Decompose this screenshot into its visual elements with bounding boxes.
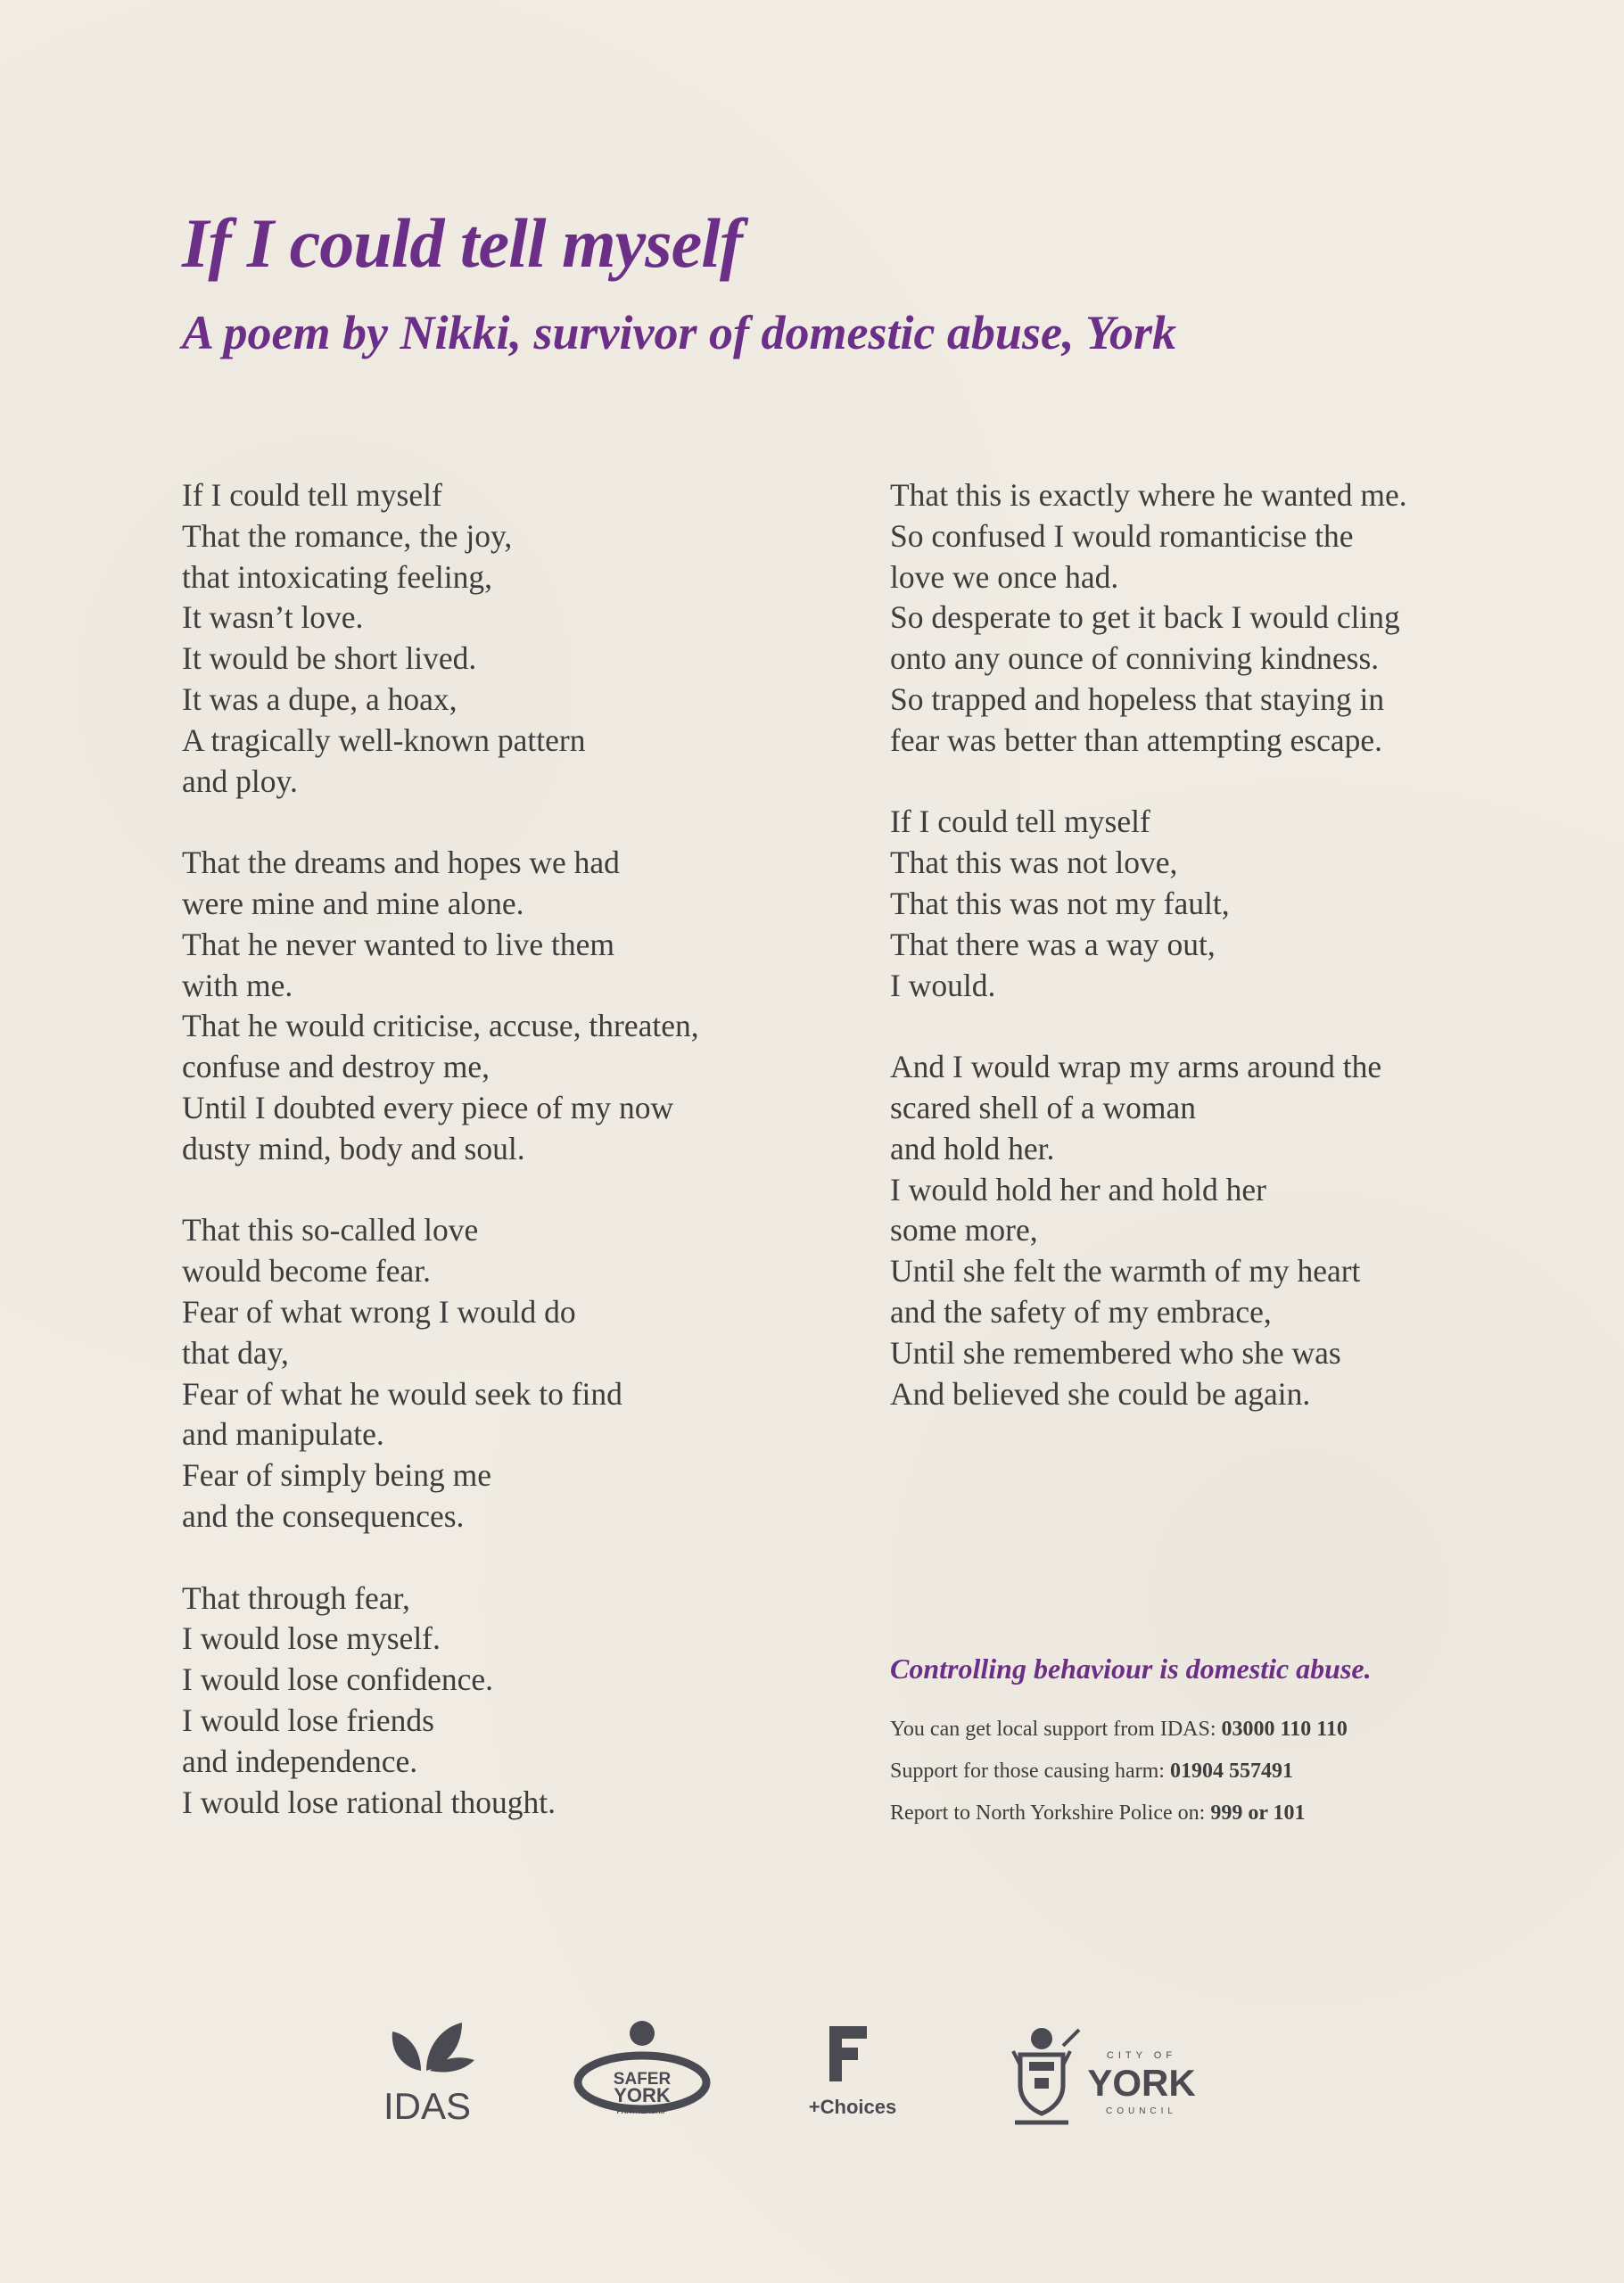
poem-line: Until I doubted every piece of my now [182, 1089, 674, 1125]
poem-line: with me. [182, 967, 293, 1003]
idas-logo [375, 2015, 482, 2131]
poem-line: So confused I would romanticise the [890, 517, 1354, 554]
partner-logos [0, 2015, 1624, 2131]
idas-logo-text: IDAS [383, 2085, 472, 2127]
poem-line: confuse and destroy me, [182, 1049, 490, 1085]
poem-line: and ploy. [182, 762, 298, 799]
poem-line: That he would criticise, accuse, threaten, [182, 1008, 699, 1044]
support-line-text: You can get local support from IDAS: [890, 1718, 1222, 1741]
poem-line: That the dreams and hopes we had [182, 845, 620, 881]
poem-line: Until she remembered who she was [890, 1334, 1341, 1371]
poem-line: That the romance, the joy, [182, 517, 513, 554]
poem-stanza [890, 475, 1550, 762]
poem-stanza [890, 802, 1550, 1006]
york-top-text: CITY OF [1106, 2050, 1177, 2061]
support-info [890, 1652, 1532, 1834]
safer-york-logo [571, 2015, 713, 2131]
support-phone-number: 999 or 101 [1210, 1801, 1306, 1825]
poem-line: dusty mind, body and soul. [182, 1130, 525, 1166]
poem-subtitle: A poem by Nikki, survivor of domestic abuse, York [182, 306, 1176, 359]
poem-line: I would lose friends [182, 1702, 434, 1738]
poem-stanza [890, 1047, 1550, 1414]
safer-york-main-text: YORK [614, 2084, 671, 2106]
poem-line: It wasn’t love. [182, 599, 364, 636]
poem-line: that day, [182, 1334, 289, 1371]
poem-line: I would lose confidence. [182, 1661, 493, 1698]
poem-line: love we once had. [890, 558, 1119, 595]
poem-line: So desperate to get it back I would cling [890, 599, 1400, 636]
poem-stanza [182, 1210, 824, 1537]
poem-line: That this was not love, [890, 845, 1178, 881]
poem-line: and the safety of my embrace, [890, 1293, 1272, 1330]
poem-line: That this was not my fault, [890, 885, 1230, 921]
poem-line: I would lose rational thought. [182, 1784, 556, 1820]
poem-line: And believed she could be again. [890, 1375, 1311, 1412]
safer-york-top-text: SAFER [613, 2070, 672, 2089]
poem-line: I would. [890, 967, 996, 1003]
support-line-text: Support for those causing harm: [890, 1760, 1170, 1783]
poem-stanza [182, 1578, 824, 1824]
poem-line: Fear of simply being me [182, 1457, 492, 1494]
support-line-harm [890, 1751, 1532, 1793]
safer-york-sub-text: PARTNERSHIP [616, 2107, 668, 2115]
poem-line: I would hold her and hold her [890, 1171, 1266, 1207]
poem-line: So trapped and hopeless that staying in [890, 680, 1385, 717]
poem-line: That he never wanted to live them [182, 926, 614, 962]
poem-line: and the consequences. [182, 1497, 465, 1534]
poem-line: fear was better than attempting escape. [890, 721, 1382, 758]
poem-line: That this so-called love [182, 1212, 479, 1249]
poem-line: some more, [890, 1212, 1038, 1249]
support-line-idas [890, 1709, 1532, 1751]
poem-line: Until she felt the warmth of my heart [890, 1253, 1361, 1290]
poem-line: It was a dupe, a hoax, [182, 680, 458, 717]
poem-line: That this is exactly where he wanted me. [890, 477, 1407, 513]
choices-logo [794, 2015, 910, 2131]
poem-stanza [182, 843, 824, 1169]
poem-line: If I could tell myself [890, 804, 1150, 840]
support-line-police [890, 1793, 1532, 1834]
poem-line: A tragically well-known pattern [182, 721, 586, 758]
poem-line: I would lose myself. [182, 1620, 441, 1657]
poem-line: were mine and mine alone. [182, 885, 524, 921]
poem-line: onto any ounce of conniving kindness. [890, 640, 1380, 677]
poem-line: and hold her. [890, 1130, 1055, 1166]
poem-left-column [182, 475, 824, 1864]
coat-of-arms-icon [1013, 2028, 1079, 2122]
york-main-text: YORK [1087, 2062, 1196, 2104]
support-title: Controlling behaviour is domestic abuse. [890, 1652, 1372, 1685]
york-council-logo [1008, 2015, 1213, 2131]
choices-logo-text: +Choices [808, 2096, 897, 2118]
poem-stanza [182, 475, 824, 802]
poem-line: If I could tell myself [182, 477, 442, 513]
poem-line: And I would wrap my arms around the [890, 1049, 1382, 1085]
york-sub-text: COUNCIL [1105, 2106, 1178, 2116]
support-phone-number: 03000 110 110 [1221, 1718, 1348, 1741]
poem-line: Fear of what wrong I would do [182, 1293, 576, 1330]
poem-line: scared shell of a woman [890, 1089, 1197, 1125]
support-line-text: Report to North Yorkshire Police on: [890, 1801, 1211, 1825]
poem-line: Fear of what he would seek to find [182, 1375, 622, 1412]
poem-line: It would be short lived. [182, 640, 477, 677]
poem-right-column [890, 475, 1550, 1455]
support-phone-number: 01904 557491 [1169, 1760, 1293, 1783]
poem-line: That through fear, [182, 1579, 410, 1616]
poem-line: and independence. [182, 1743, 418, 1779]
poem-line: that intoxicating feeling, [182, 558, 492, 595]
poem-line: would become fear. [182, 1253, 431, 1290]
poem-line: That there was a way out, [890, 926, 1216, 962]
poem-line: and manipulate. [182, 1416, 384, 1453]
poem-title: If I could tell myself [182, 204, 742, 282]
